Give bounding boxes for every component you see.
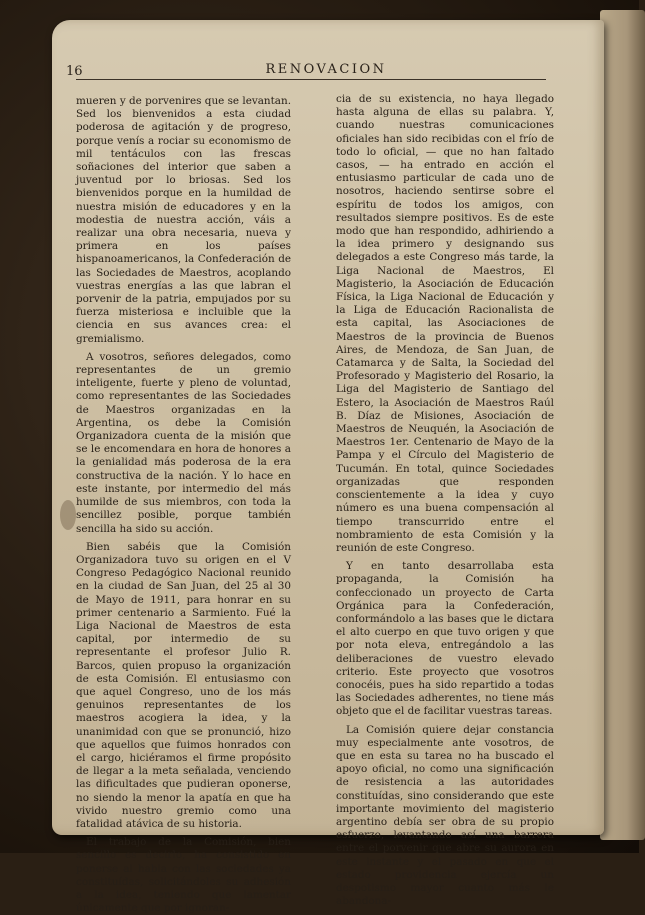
paragraph: Bien sabéis que la Comisión Organizadora tuvo su origen en el V Congreso Pedagógico Nacional reunido en la ciudad de San Juan, del 25 al 30 de Mayo de 1911, para honrar en su primer centenario a Sarmiento. Fué la Liga Nacional de Maestros de esta capital, por intermedio de su representante el profesor Julio R. Barcos, quien propuso la organización de esta Comisión. El entusiasmo con que aquel Congreso, uno de los más genuinos representantes de los maestros acogiera la idea, y la unanimidad con que se pronunció, hizo que aquellos que fuimos honrados con el cargo, hiciéramos el firme propósito de llegar a la meta señalada, venciendo las dificultades que pudieran oponerse, no siendo la menor la apatía en que ha vivido nuestro gremio como una fatalidad atávica de su historia.: [76, 540, 291, 830]
header-rule: [76, 79, 546, 80]
facing-page-edge: [600, 10, 645, 840]
paragraph: cia de su existencia, no haya llegado hasta alguna de ellas su palabra. Y, cuando nuestras comunicaciones oficiales han sido recibidas con el frío de todo lo oficial, — que no han faltado casos, — ha entrado en acción el entusiasmo particular de cada uno de nosotros, haciendo sentirse sobre el espíritu de todos los amigos, con resultados siempre positivos. Es de este modo que han respondido, adhiriendo a la idea primero y designando sus delegados a este Congreso más tarde, la Liga Nacional de Maestros, El Magisterio, la Asociación de Educación Física, la Liga Nacional de Educación y la Liga de Educación Racionalista de esta capital, las Asociaciones de Maestros de la provincia de Buenos Aires, de Mendoza, de San Juan, de Catamarca y de Salta, la Sociedad del Profesorado y Magisterio del Rosario, la Liga del Magisterio de Santiago del Estero, la Asociación de Maestros Raúl B. Díaz de Misiones, Asociación de Maestros de Neuquén, la Asociación de Maestros 1er. Centenario de Mayo de la Pampa y el Círculo del Magisterio de Tucumán. En total, quince Sociedades organizadas que responden conscientemente a la idea y cuyo número es una buena compensación al tiempo transcurrido entre el nombramiento de esta Comisión y la reunión de este Congreso.: [336, 93, 554, 554]
paragraph: Y en tanto desarrollaba esta propaganda, la Comisión ha confeccionado un proyecto de Carta Orgánica para la Confederación, conformándolo a las bases que le dictara el alto cuerpo en que tuvo origen y que por nota eleva, entregándolo a las deliberaciones de vuestro elevado criterio. Este proyecto que vosotros conocéis, pues ha sido repartido a todas las Sociedades adherentes, no tiene más objeto que el de facilitar vuestras tareas.: [336, 560, 554, 718]
paragraph: mueren y de porvenires que se levantan. Sed los bienvenidos a esta ciudad poderosa de agitación y de progreso, porque venís a rociar su economismo de mil tentáculos con las frescas soñaciones del interior que saben a juventud por lo briosas. Sed los bienvenidos porque en la humildad de nuestra misión de educadores y en la modestia de nuestra acción, váis a realizar una obra necesaria, nueva y primera en los países hispanoamericanos, la Confederación de las Sociedades de Maestros, acoplando vuestras energías a las que labran el porvenir de la patria, empujados por su fuerza misteriosa e incluible que la ciencia en sus avances crea: el gremialismo.: [76, 95, 291, 345]
paragraph: A vosotros, señores delegados, como representantes de un gremio inteligente, fuerte y pleno de voluntad, como representantes de las Sociedades de Maestros organizadas en la Argentina, os debe la Comisión Organizadora cuenta de la misión que se le encomendara en hora de honores a la genialidad más poderosa de la era constructiva de la nación. Y lo hace en este instante, por intermedio del más humilde de sus miembros, con toda la sencillez posible, porque también sencilla ha sido su acción.: [76, 350, 291, 535]
running-title: RENOVACION: [265, 62, 387, 77]
paragraph: El trabajo de la Comisión, bien sencillo es decirlo, ha consistido en ponerse al habla con las sociedades ya constituídas, solicitándoles su adhesión a la idea, teniendo que lamentar únicamente que por ignoran-: [76, 836, 291, 915]
page-header: [66, 62, 536, 82]
paper-stain: [60, 500, 76, 530]
page-number: 16: [66, 64, 83, 79]
right-column: [336, 93, 554, 908]
left-column: [76, 95, 291, 915]
paragraph: La Comisión quiere dejar constancia muy especialmente ante vosotros, de que en esta su tarea no ha buscado el apoyo oficial, no como una significación de resistencia a las autoridades constituídas, sino considerando que este importante movimiento del magisterio argentino debía ser obra de su propio esfuerzo, levantando así una barrera entre el porvenir que abre su aurora en este instante y el pasado en que el estado providencia ejercía un despotismo mayor cuanto más le abandona-: [336, 723, 554, 908]
